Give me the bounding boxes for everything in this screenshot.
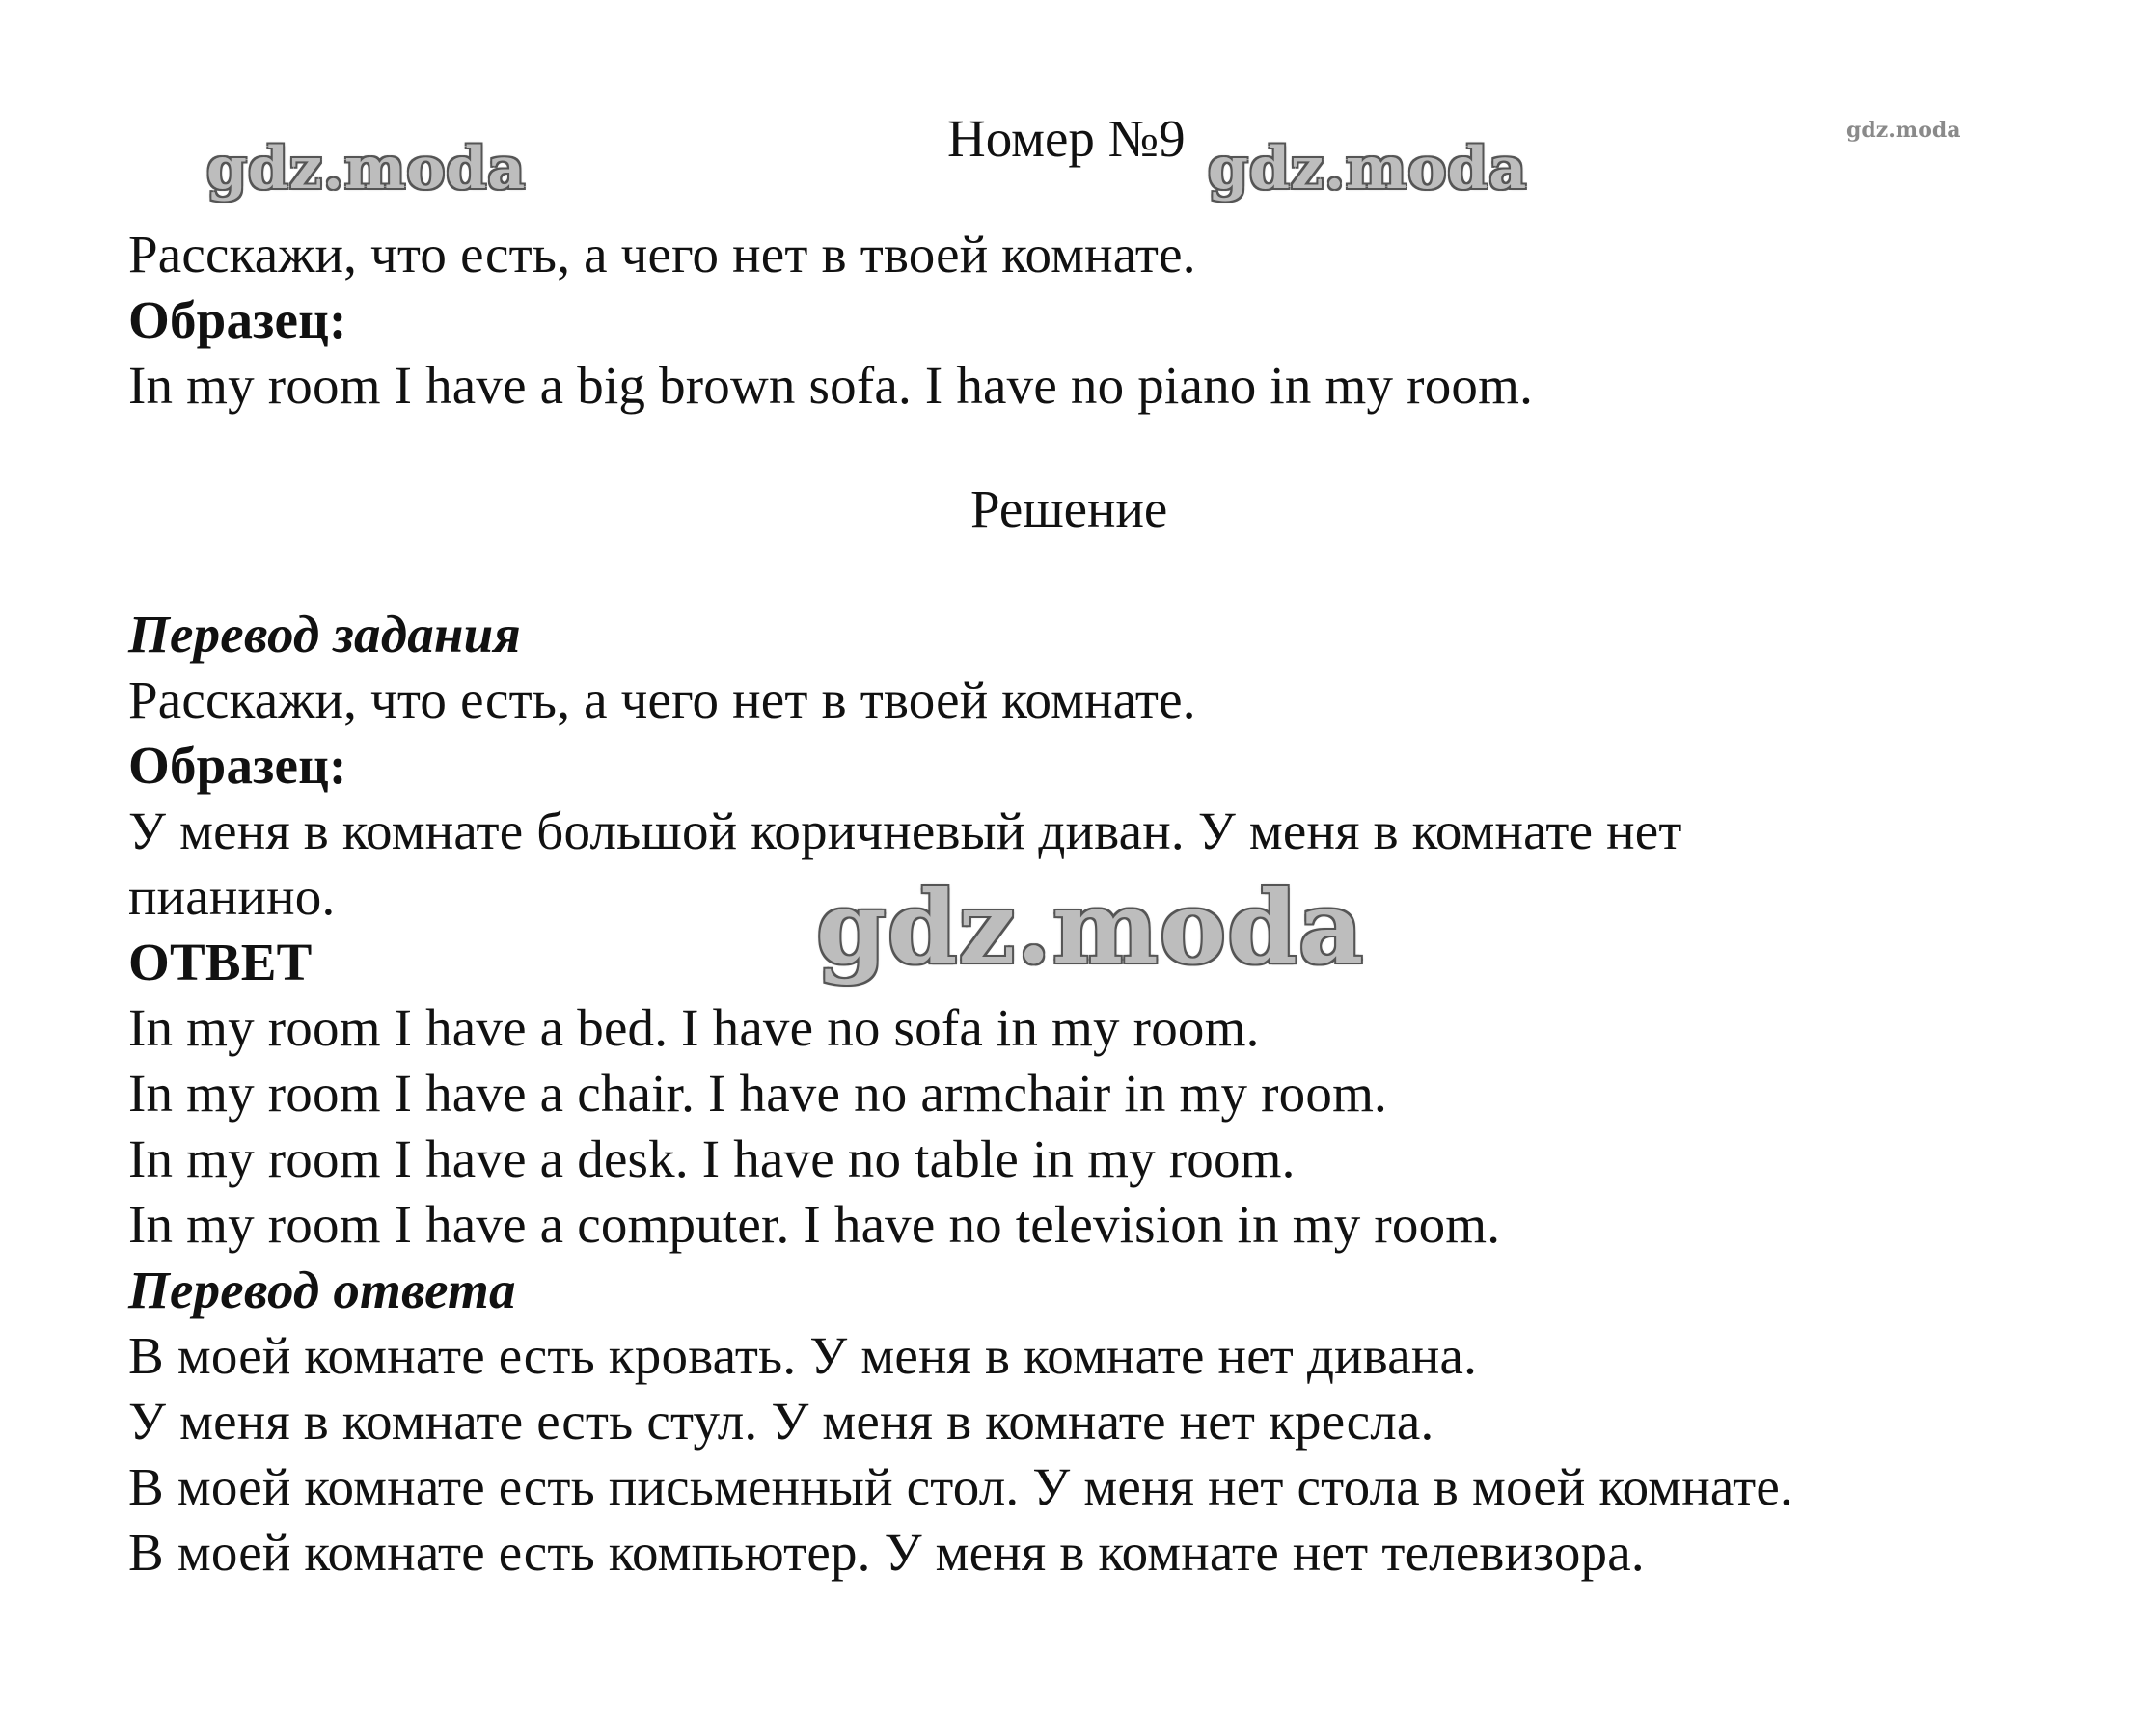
answer-label: ОТВЕТ [128, 933, 313, 991]
answer-line: In my room I have a chair. I have no armchair in my room. [128, 1064, 1388, 1123]
answer-translation-line: У меня в комнате есть стул. У меня в комнате нет кресла. [128, 1392, 1434, 1451]
answer-line: In my room I have a desk. I have no table in my room. [128, 1129, 1296, 1188]
solution-heading: Решение [970, 479, 1168, 538]
watermark-top-right: gdz.moda [1846, 118, 1961, 143]
answer-line: In my room I have a computer. I have no television in my room. [128, 1195, 1501, 1254]
page-title: Номер №9 [947, 109, 1186, 168]
task-sample-label: Образец: [128, 290, 347, 349]
watermark-middle: gdz.moda [816, 868, 1365, 987]
sample-translation-line-2: пианино. [128, 867, 336, 926]
sample-translation-line-1: У меня в комнате большой коричневый диван. У меня в комнате нет [128, 801, 1682, 860]
answer-translation-line: В моей комнате есть кровать. У меня в комнате нет дивана. [128, 1326, 1478, 1385]
answer-translation-line: В моей комнате есть компьютер. У меня в комнате нет телевизора. [128, 1523, 1645, 1582]
watermark-left: gdz.moda [206, 135, 527, 203]
watermark-center-top: gdz.moda [1208, 135, 1528, 203]
answer-line: In my room I have a bed. I have no sofa in my room. [128, 998, 1260, 1057]
task-instruction: Расскажи, что есть, а чего нет в твоей комнате. [128, 225, 1196, 284]
task-sample-text: In my room I have a big brown sofa. I have no piano in my room. [128, 356, 1534, 415]
task-translation-text: Расскажи, что есть, а чего нет в твоей комнате. [128, 670, 1196, 729]
answer-translation-label: Перевод ответа [128, 1261, 516, 1319]
translation-sample-label: Образец: [128, 736, 347, 795]
answer-translation-line: В моей комнате есть письменный стол. У меня нет стола в моей комнате. [128, 1457, 1793, 1516]
task-translation-label: Перевод задания [128, 605, 521, 664]
